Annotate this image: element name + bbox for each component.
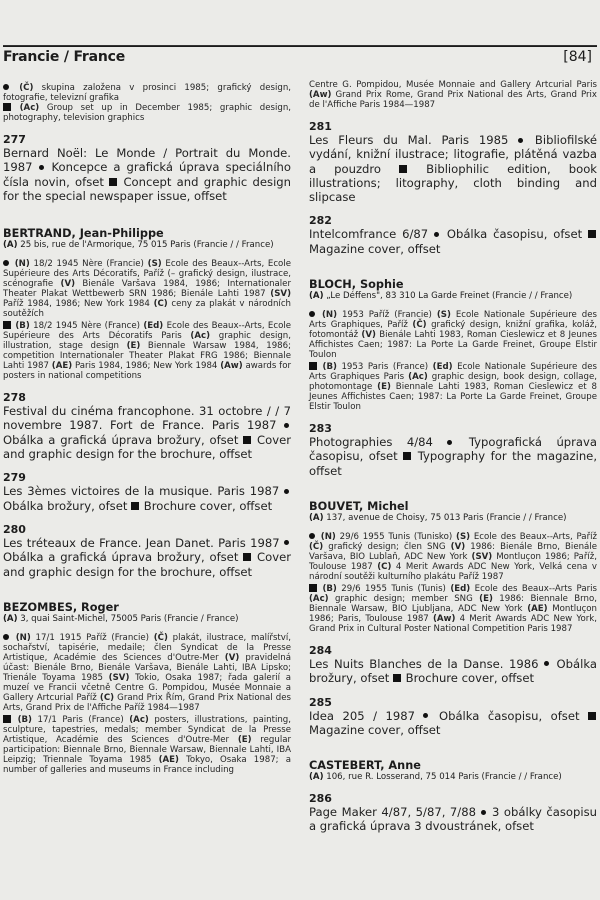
english-square-icon [403, 452, 411, 460]
field-text: grafický design; člen SNG [323, 541, 451, 552]
field-text: Tokyo, Osaka 1987; a number of galleries and museums in France including [3, 754, 291, 775]
artist-address [309, 291, 597, 301]
work-desc-cz: Obálka časopisu, ofset [440, 227, 588, 242]
field-code: (Ac) [408, 372, 428, 383]
field-text: Ecole des Beaux--Arts Paris [470, 583, 598, 594]
field-code: (AE) [51, 361, 73, 372]
czech-bullet-icon [284, 489, 289, 494]
header-rule [3, 45, 597, 47]
bio-en [309, 584, 597, 634]
work-title: Idea 205 / 1987 [309, 708, 424, 723]
czech-bullet-icon [3, 84, 9, 90]
english-square-icon [109, 178, 117, 186]
address-text: 137, avenue de Choisy, 75 013 Paris (Francie / / France) [323, 512, 567, 523]
field-code: (Ed) [450, 583, 471, 594]
field-text: Montluçon 1986; Paříž, Toulouse 1987 [309, 551, 597, 572]
czech-bullet-icon [544, 661, 549, 666]
field-text: Ecole des Beaux--Arts, Ecole Supérieure des Arts Décoratifs Paris [3, 321, 291, 342]
address-text: 106, rue R. Losserand, 75 014 Paris (Francie / / France) [323, 772, 562, 783]
page-number: [84] [563, 49, 592, 65]
field-text: Bienále Varšava 1984, 1986; Internationaler Theater Plakat Wettbewerb SRN 1986; Bienále Lahti 1987 [3, 279, 291, 300]
field-code: (Ac) [129, 714, 149, 725]
field-code: (A) [309, 291, 324, 302]
field-text: graphic design; member SNG [328, 593, 480, 604]
field-text: Ecole Nationale Supérieure des Arts Graphiques Paris [309, 362, 598, 383]
field-code: (B) [322, 583, 337, 594]
field-text: 1986: Bienále Brno, Bienále Varšava, BIO Lublaň, ADC New York [309, 541, 597, 562]
work-desc-cz: Obálka a grafická úprava brožury, ofset [3, 432, 244, 447]
artist-address [309, 772, 597, 782]
work-number-286: 286 [309, 792, 332, 806]
czech-bullet-icon [434, 232, 439, 237]
left-column [3, 83, 291, 775]
field-code: (V) [361, 330, 376, 341]
field-code: (V) [60, 279, 76, 290]
field-text: Biennale Warsaw 1984, 1986; competition Internationaler Theater Plakat FRG 1986; Biennale Lahti 1987 [3, 341, 291, 372]
field-text: Tokio, Osaka 1987; řada galerií a muzeí ve Francii včetně Centre G. Pompidou, Musée Monnaie a Gallery Artcurial Paříž [3, 672, 291, 703]
work-desc-en: Brochure cover, offset [401, 671, 535, 686]
work-desc-en: Typography for the magazine, offset [309, 449, 598, 478]
bio-en [309, 362, 597, 412]
bio-en [3, 321, 291, 381]
field-text: Group set up in December 1985; graphic design, photography, television graphics [3, 103, 292, 123]
field-code: (Aw) [220, 361, 243, 372]
field-code: (Aw) [432, 613, 456, 624]
czech-bullet-icon [447, 440, 452, 445]
english-square-icon [3, 103, 11, 111]
work-277-description [3, 146, 291, 203]
field-text: 29/6 1955 Tunis (Tunisko) [335, 531, 457, 542]
running-head: Francie / France [3, 49, 126, 65]
address-text: „Le Déffens", 83 310 La Garde Freinet (Francie / / France) [323, 291, 573, 302]
english-square-icon [588, 712, 596, 720]
field-text: 29/6 1955 Tunis (Tunis) [336, 583, 451, 594]
field-text: 18/2 1945 Nère (Francie) [29, 259, 148, 270]
field-code: (S) [436, 310, 451, 321]
work-number-282: 282 [309, 214, 332, 228]
field-code: (N) [14, 259, 30, 270]
field-code: (Č) [412, 320, 427, 331]
field-code: (V) [224, 652, 240, 663]
address-text: 25 bis, rue de l'Armorique, 75 015 Paris (Francie / / France) [17, 240, 274, 251]
field-code: (C) [99, 692, 115, 703]
czech-bullet-icon [309, 311, 315, 317]
field-code: (Ed) [143, 321, 164, 332]
field-code: (B) [15, 321, 30, 332]
field-code: (Aw) [309, 90, 332, 100]
work-285-description [309, 709, 597, 738]
work-desc-en: Magazine cover, offset [309, 241, 441, 256]
field-code: (N) [320, 531, 336, 542]
work-279-description [3, 484, 291, 513]
field-text: graphic design, illustration, stage design [3, 331, 291, 352]
artist-name-castebert: CASTEBERT, Anne [309, 759, 421, 773]
english-square-icon [399, 165, 407, 173]
field-text: Ecole des Beaux--Arts, Paříž [470, 531, 597, 542]
field-code: (Č) [19, 83, 34, 93]
artist-address [3, 614, 291, 624]
work-desc-cz: Obálka časopisu, ofset [430, 708, 588, 723]
field-text: Paris 1984, 1986; New York 1984 [72, 361, 221, 372]
field-code: (E) [377, 382, 391, 393]
work-number-283: 283 [309, 422, 332, 436]
work-desc-cz: 3 obálky časopisu a grafická úprava 3 dvoustránek, ofset [309, 805, 597, 834]
czech-bullet-icon [423, 713, 428, 718]
czech-bullet-icon [39, 165, 44, 170]
field-code: (B) [322, 362, 337, 373]
work-desc-cz: Bibliofilské vydání, knižní ilustrace; litografie, plátěná vazba a pouzdro [309, 133, 597, 176]
work-title: Les Fleurs du Mal. Paris 1985 [309, 133, 519, 147]
czech-bullet-icon [284, 540, 289, 545]
english-square-icon [3, 321, 11, 329]
czech-bullet-icon [518, 138, 523, 143]
bio-cz [3, 259, 291, 319]
field-text: ceny za plakát v národních soutěžích [3, 299, 291, 320]
field-code: (SV) [108, 672, 130, 683]
czech-bullet-icon [284, 423, 289, 428]
field-code: (E) [126, 341, 141, 352]
field-code: (C) [153, 299, 168, 310]
group-intro-en [3, 103, 291, 123]
field-text: Ecole Nationale Supérieure des Arts Graphiques, Paříž [309, 310, 598, 331]
field-text: Grand Prix Rome, Grand Prix National des Arts, Grand Prix de l'Affiche Paris 1984—1987 [309, 90, 597, 110]
czech-bullet-icon [3, 634, 9, 640]
work-number-284: 284 [309, 643, 332, 657]
field-text: posters, illustrations, painting, sculpture, tapestries, medals; member Syndicat de la Presse Artistique, Académie des Sciences d'Outre-Mer [3, 714, 291, 745]
field-code: (AE) [527, 603, 548, 614]
bio-en [3, 715, 291, 775]
field-code: (V) [450, 541, 466, 552]
field-code: (C) [377, 561, 392, 572]
field-text: 4 Merit Awards ADC New York, Velká cena v národní soutěži kulturního plakátu Paříž 1987 [309, 561, 597, 582]
work-desc-cz: Obálka brožury, ofset [3, 498, 132, 513]
english-square-icon [309, 362, 317, 370]
work-desc-cz: Obálka a grafická úprava brožury, ofset [3, 550, 244, 565]
field-text: regular participation: Biennale Brno, Biennale Warsaw, Biennale Lahti, IBA Leipzig; Triennale Toyama 1985 [3, 734, 292, 765]
work-title: Intelcomfrance 6/87 [309, 227, 434, 242]
artist-name-bloch: BLOCH, Sophie [309, 278, 404, 292]
work-number-279: 279 [3, 471, 26, 485]
work-desc-cz: Koncepce a grafická úprava speciálního čísla novin, ofset [3, 160, 291, 189]
work-281-description [309, 133, 597, 204]
work-title: Festival du cinéma francophone. 31 octobre / / 7 novembre 1987. Fort de France. Paris 1987 [3, 404, 291, 433]
english-square-icon [588, 230, 596, 238]
work-desc-en: Magazine cover, offset [309, 722, 441, 737]
work-desc-en: Bibliophilic edition, book illustrations; litography, cloth binding and slipcase [309, 161, 597, 205]
field-text: 1986: Biennale Brno, Biennale Warsaw, BIO Ljubljana, ADC New York [309, 593, 597, 614]
czech-bullet-icon [481, 810, 486, 815]
english-square-icon [243, 553, 251, 561]
work-282-description [309, 227, 597, 256]
right-column [309, 80, 597, 834]
work-number-277: 277 [3, 133, 26, 146]
work-title: Les Nuits Blanches de la Danse. 1986 [309, 656, 545, 671]
work-278-description [3, 404, 291, 461]
work-number-285: 285 [309, 695, 332, 709]
bio-cz [309, 310, 597, 360]
field-text: 1953 Paris (France) [336, 362, 433, 373]
field-text: Ecole des Beaux--Arts, Ecole Supérieure des Arts Décoratifs, Paříž (– grafický design, ilustrace, scénografie [3, 259, 291, 290]
work-number-281: 281 [309, 120, 332, 133]
field-code: (Ed) [432, 362, 453, 373]
work-title: Photographies 4/84 [309, 435, 448, 450]
field-text: skupina založena v prosinci 1985; grafický design, fotografie, televizní grafika [3, 83, 291, 103]
work-desc-en: Brochure cover, offset [140, 498, 273, 513]
field-text: Montluçon 1986; Paris, Toulouse 1987 [309, 603, 597, 624]
field-text: 17/1 1915 Paříž (Francie) [30, 632, 154, 643]
czech-bullet-icon [3, 260, 9, 266]
artist-name-bezombes: BEZOMBES, Roger [3, 600, 119, 614]
work-283-description [309, 435, 597, 478]
work-number-280: 280 [3, 522, 26, 536]
work-desc-en: Cover and graphic design for the brochure, offset [3, 432, 291, 462]
work-desc-cz: Obálka brožury, ofset [309, 656, 597, 686]
field-code: (N) [321, 310, 338, 321]
field-code: (Ac) [19, 103, 40, 113]
field-text: Bienále Lahti 1983, Roman Cieslewicz et 8 Jeunes Affichistes Caen; 1987: La Porte La Garde Freinet, Groupe Elstir Toulon [309, 330, 597, 361]
field-text: 17/1 Paris (France) [31, 714, 130, 725]
work-286-description [309, 805, 597, 834]
bio-cz [3, 633, 291, 713]
field-text: plakát, ilustrace, malířství, sochařství, tapisérie, medaile; člen Syndicat de la Presse Artistique, Académie des Sciences d'Outre-Mer [3, 632, 292, 663]
field-code: (SV) [270, 289, 291, 300]
field-text: Grand Prix Řím, Grand Prix National des Arts, Grand Prix de l'Affiche Paříž 1984—1987 [3, 692, 291, 713]
english-square-icon [131, 502, 139, 510]
address-text: 3, quai Saint-Michel, 75005 Paris (Francie / France) [17, 613, 239, 624]
field-code: (SV) [471, 551, 493, 562]
field-code: (AE) [158, 754, 179, 765]
field-text: awards for posters in national competitions [3, 361, 291, 382]
bio-cz [309, 532, 597, 582]
field-text: Paříž 1984, 1986; New York 1984 [3, 299, 154, 310]
field-text: 1953 Paříž (Francie) [337, 310, 437, 321]
work-280-description [3, 536, 291, 579]
work-desc-en: Concept and graphic design for the special newspaper issue, offset [3, 174, 292, 203]
work-title: Les 3èmes victoires de la musique. Paris 1987 [3, 484, 284, 499]
field-code: (A) [309, 772, 324, 783]
english-square-icon [243, 436, 251, 444]
field-text: 18/2 1945 Nère (France) [29, 321, 144, 332]
field-text: grafický design, knižní grafika, koláž, fotomontáž [309, 320, 597, 341]
work-title: Page Maker 4/87, 5/87, 7/88 [309, 805, 481, 820]
field-text: 4 Merit Awards ADC New York, Grand Prix in Cultural Poster National Competition Paris 1987 [309, 613, 597, 634]
field-code: (Ac) [309, 593, 329, 604]
artist-address [309, 513, 597, 523]
english-square-icon [309, 584, 317, 592]
czech-bullet-icon [309, 533, 315, 539]
field-code: (E) [479, 593, 493, 604]
bezombes-bio-continued [309, 80, 597, 110]
work-284-description [309, 657, 597, 686]
work-desc-cz: Typografická úprava časopisu, ofset [309, 435, 597, 464]
field-code: (N) [15, 632, 31, 643]
field-code: (S) [456, 531, 471, 542]
artist-name-bouvet: BOUVET, Michel [309, 499, 409, 513]
field-code: (Č) [153, 632, 168, 643]
work-desc-en: Cover and graphic design for the brochure, offset [3, 550, 291, 579]
artist-name-bertrand: BERTRAND, Jean-Philippe [3, 227, 164, 241]
field-code: (B) [17, 714, 32, 725]
field-code: (E) [237, 734, 252, 745]
field-code: (S) [147, 259, 162, 270]
field-code: (A) [3, 613, 18, 624]
work-title: Les tréteaux de France. Jean Danet. Paris 1987 [3, 535, 284, 550]
english-square-icon [393, 674, 401, 682]
work-title: Bernard Noël: Le Monde / Portrait du Monde. 1987 [3, 146, 291, 175]
work-number-278: 278 [3, 391, 26, 405]
field-text: Centre G. Pompidou, Musée Monnaie and Gallery Artcurial Paris [309, 80, 597, 90]
english-square-icon [3, 715, 11, 723]
field-text: graphic design, book design, collage, photomontage [309, 372, 597, 393]
group-intro-cz [3, 83, 291, 103]
field-text: pravidelná účast: Bienále Brno, Bienále Varšava, Bienále Lahti, IBA Lipsko; Trienále Toyama 1985 [3, 652, 291, 683]
artist-address [3, 240, 291, 250]
field-code: (Ac) [190, 331, 211, 342]
field-code: (Č) [309, 541, 324, 552]
field-code: (A) [3, 240, 18, 251]
field-text: Biennale Lahti 1983, Roman Cieslewicz et 8 Jeunes Affichistes Caen; 1987: La Porte La Garde Freinet, Groupe Elstir Toulon [309, 382, 597, 413]
field-code: (A) [309, 512, 324, 523]
